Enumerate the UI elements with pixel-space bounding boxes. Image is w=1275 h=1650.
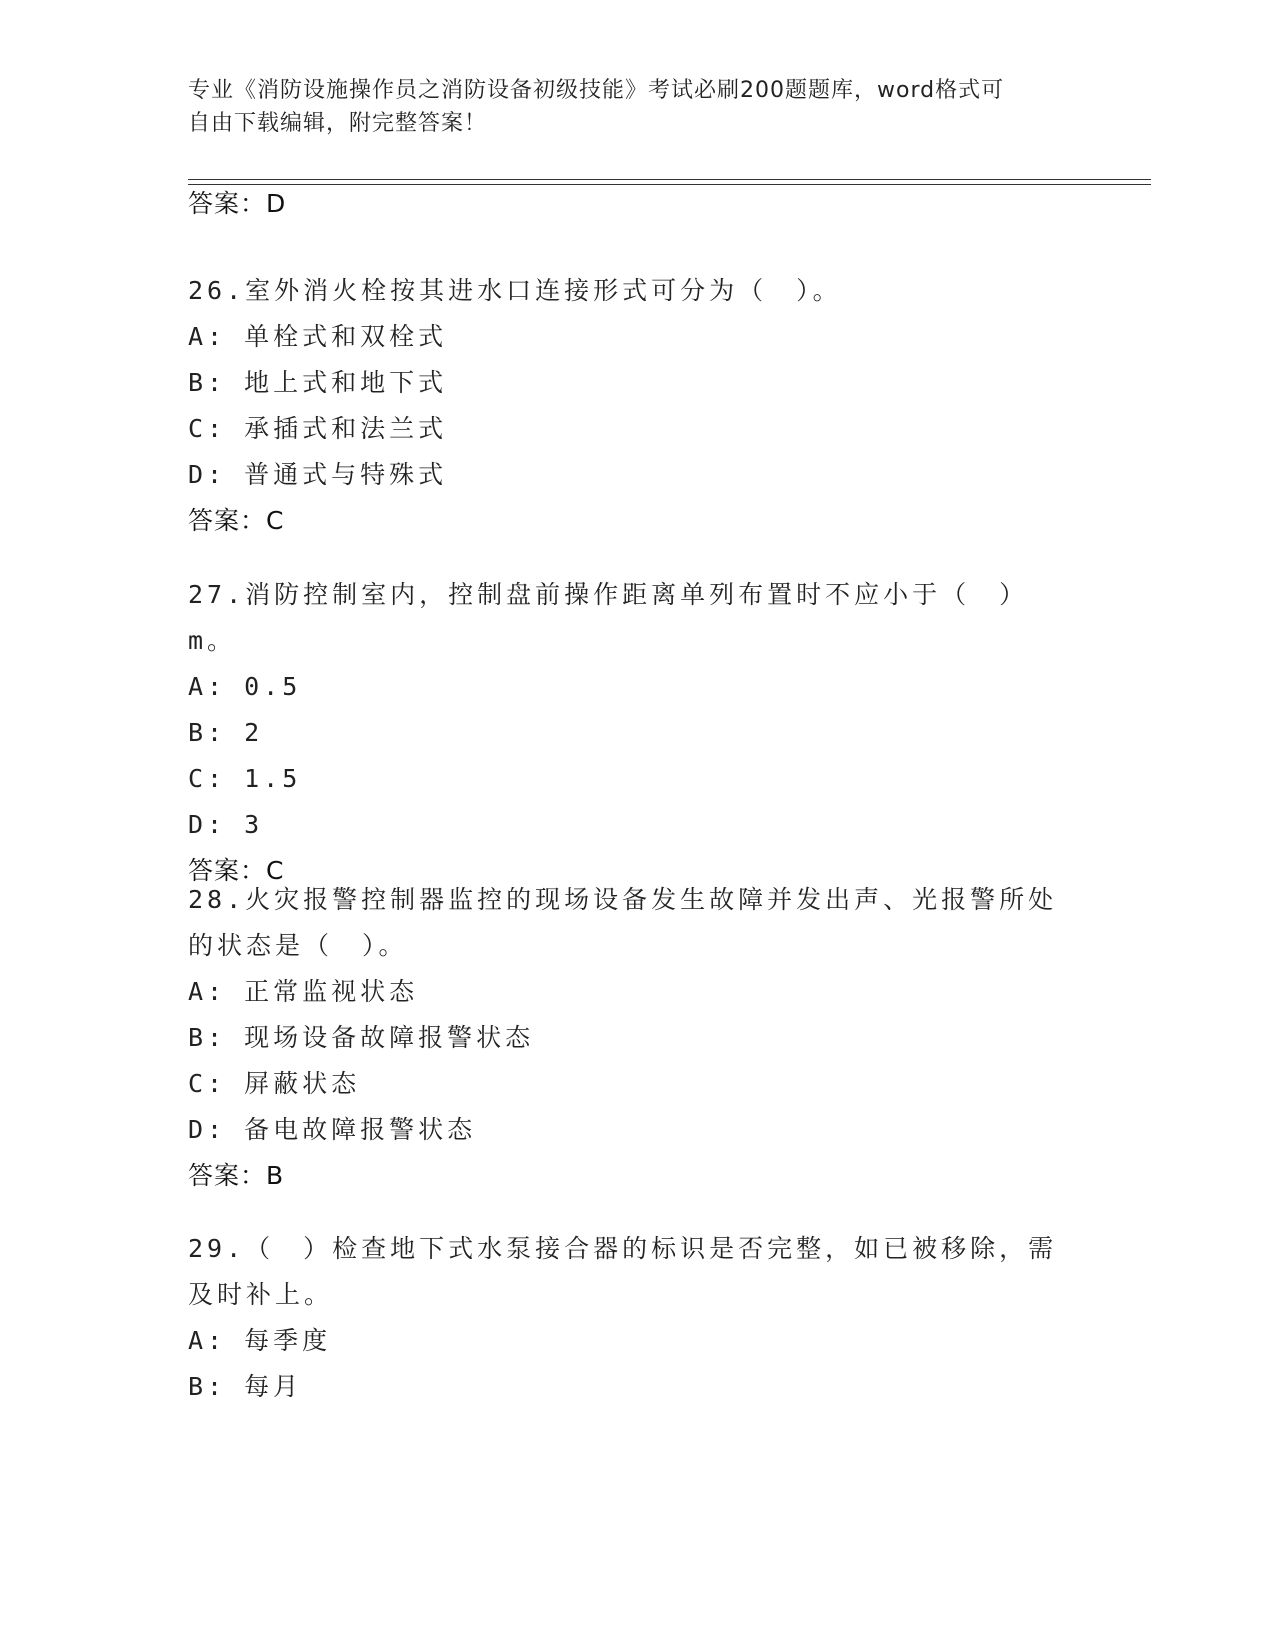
- option-c: [188, 406, 1088, 452]
- option-text: 3: [244, 810, 264, 839]
- option-a: [188, 969, 1088, 1015]
- option-text: 地上式和地下式: [244, 368, 448, 397]
- question-28: [188, 877, 1088, 1199]
- option-text: 普通式与特殊式: [244, 460, 448, 489]
- header-divider-top: [188, 179, 1151, 180]
- option-letter: D:: [188, 460, 227, 489]
- option-letter: B:: [188, 718, 227, 747]
- option-d: [188, 452, 1088, 498]
- option-letter: B:: [188, 1372, 227, 1401]
- answer-label: 答案：: [188, 189, 267, 218]
- question-stem: 29.（ ）检查地下式水泵接合器的标识是否完整，如已被移除，需及时补上。: [188, 1234, 1058, 1309]
- answer-line: [188, 181, 1088, 227]
- question-stem: 28.火灾报警控制器监控的现场设备发生故障并发出声、光报警所处的状态是（ ）。: [188, 885, 1058, 960]
- option-a: [188, 664, 1088, 710]
- option-text: 2: [244, 718, 264, 747]
- header-line-2: 自由下载编辑，附完整答案！: [188, 111, 488, 136]
- option-letter: A:: [188, 672, 227, 701]
- option-text: 单栓式和双栓式: [244, 322, 448, 351]
- answer-label: 答案：: [188, 506, 267, 535]
- option-letter: A:: [188, 1326, 227, 1355]
- option-a: [188, 1318, 1088, 1364]
- answer-value: D: [266, 189, 287, 218]
- question-26: [188, 268, 1088, 544]
- answer-line: [188, 1153, 1088, 1199]
- option-text: 备电故障报警状态: [244, 1115, 477, 1144]
- option-letter: A:: [188, 322, 227, 351]
- question-stem: 26.室外消火栓按其进水口连接形式可分为（ ）。: [188, 276, 842, 305]
- answer-previous: [188, 181, 1088, 227]
- option-letter: D:: [188, 810, 227, 839]
- option-letter: B:: [188, 368, 227, 397]
- option-b: [188, 1364, 1088, 1410]
- answer-label: 答案：: [188, 856, 267, 885]
- question-29: [188, 1226, 1088, 1410]
- question-stem: 27.消防控制室内，控制盘前操作距离单列布置时不应小于（ ）m。: [188, 580, 1029, 655]
- answer-label: 答案：: [188, 1161, 267, 1190]
- option-text: 承插式和法兰式: [244, 414, 448, 443]
- option-b: [188, 1015, 1088, 1061]
- answer-value: B: [266, 1161, 285, 1190]
- option-letter: C:: [188, 764, 227, 793]
- option-c: [188, 756, 1088, 802]
- question-27: [188, 572, 1088, 894]
- option-letter: A:: [188, 977, 227, 1006]
- option-text: 正常监视状态: [244, 977, 419, 1006]
- header-line-1: 专业《消防设施操作员之消防设备初级技能》考试必刷200题题库，word格式可: [188, 78, 1005, 103]
- option-text: 屏蔽状态: [244, 1069, 361, 1098]
- answer-line: [188, 498, 1088, 544]
- option-letter: D:: [188, 1115, 227, 1144]
- document-header: [188, 74, 1068, 140]
- option-text: 每月: [244, 1372, 303, 1401]
- option-b: [188, 710, 1088, 756]
- answer-value: C: [266, 506, 285, 535]
- answer-value: C: [266, 856, 285, 885]
- option-text: 现场设备故障报警状态: [244, 1023, 535, 1052]
- option-text: 每季度: [244, 1326, 332, 1355]
- option-letter: C:: [188, 414, 227, 443]
- option-text: 1.5: [244, 764, 302, 793]
- option-c: [188, 1061, 1088, 1107]
- option-letter: C:: [188, 1069, 227, 1098]
- option-d: [188, 1107, 1088, 1153]
- option-text: 0.5: [244, 672, 302, 701]
- option-letter: B:: [188, 1023, 227, 1052]
- option-d: [188, 802, 1088, 848]
- option-a: [188, 314, 1088, 360]
- option-b: [188, 360, 1088, 406]
